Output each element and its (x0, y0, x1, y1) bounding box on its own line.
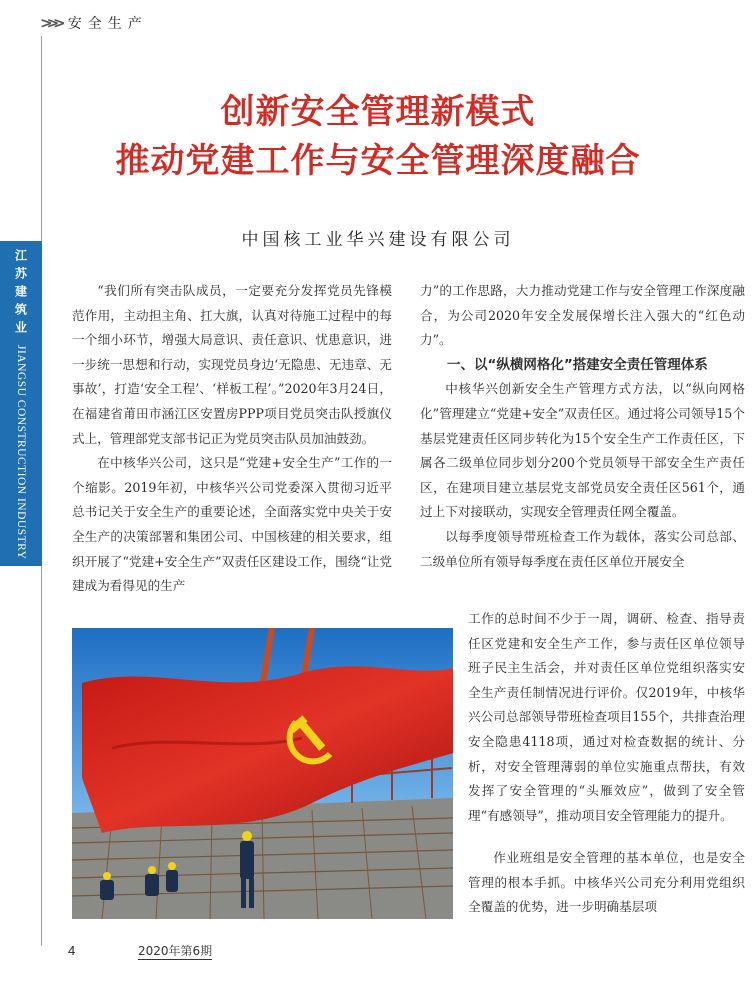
paragraph: “我们所有突击队成员，一定要充分发挥党员先锋模范作用，主动担主角、扛大旗，认真对待施工过程中的每一个细小环节，增强大局意识、责任意识、忧患意识，进一步统一思想和行动，实现党员身边‘无隐患、无违章、无事故’，打造‘安全工程’、‘样板工程’。”2020年3月24日，在福建省莆田市涵江区安置房PPP项目党员突击队授旗仪式上，管理部党支部书记正为党员突击队员加油鼓劲。 (72, 283, 392, 446)
left-column (72, 279, 392, 599)
margin-rule (41, 566, 42, 946)
paragraph: 力”的工作思路，大力推动党建工作与安全管理工作深度融合，为公司2020年安全发展保增长注入强大的“红色动力”。 (420, 283, 745, 348)
section-heading: 一、以“纵横网格化”搭建安全责任管理体系 (447, 356, 708, 373)
paragraph: 以每季度领导带班检查工作为载体，落实公司总部、二级单位所有领导每季度在责任区单位开展安全 (420, 528, 745, 569)
magazine-name-cn: 江苏建筑业 (13, 249, 28, 339)
article-photo (72, 628, 453, 919)
chevron-right-icon: >>> (40, 14, 60, 32)
paragraph: 中核华兴创新安全生产管理方式方法，以“纵向网格化”管理建立“党建+安全”双责任区。通过将公司领导15个基层党建责任区同步转化为15个安全生产工作责任区，下属各二级单位同步划分200个党员领导干部安全生产责任区，在建项目建立基层党支部党员安全责任区561个，通过上下对接联动，实现安全管理责任网全覆盖。 (420, 381, 745, 520)
section-label: 安全生产 (67, 16, 148, 32)
paragraph: 工作的总时间不少于一周，调研、检查、指导责任区党建和安全生产工作，参与责任区单位领导班子民主生活会，并对责任区单位党组织落实安全生产责任制情况进行评价。仅2019年，中核华兴公司总部领导带班检查项目155个，共排查治理安全隐患4118项，通过对检查数据的统计、分析，对安全管理薄弱的单位实施重点帮扶，有效发挥了安全管理的“头雁效应”，做到了安全管理“有感领导”，推动项目安全管理能力的提升。 (468, 611, 745, 823)
magazine-sidebar (0, 241, 42, 566)
wrapped-text-bottom (468, 846, 745, 920)
right-column (420, 279, 745, 574)
flag-construction-illustration (72, 628, 453, 919)
article-title-line1: 创新安全管理新模式 (220, 92, 536, 132)
article-title-line2: 推动党建工作与安全管理深度融合 (115, 141, 641, 181)
issue-label: 2020年第6期 (138, 944, 213, 958)
wrapped-text (468, 607, 745, 828)
article-author: 中国核工业华兴建设有限公司 (241, 230, 515, 250)
section-header (40, 10, 148, 36)
paragraph: 作业班组是安全管理的基本单位，也是安全管理的根本手抓。中核华兴公司充分利用党组织全覆盖的优势，进一步明确基层项 (468, 850, 745, 915)
page-number: 4 (68, 943, 76, 958)
paragraph: 在中核华兴公司，这只是“党建+安全生产”工作的一个缩影。2019年初，中核华兴公司党委深入贯彻习近平总书记关于安全生产的重要论述，全面落实党中央关于安全生产的决策部署和集团公司、中国核建的相关要求，组织开展了“党建+安全生产”双责任区建设工作，围绕“让党建成为看得见的生产 (72, 455, 392, 594)
magazine-name-en: JIANGSU CONSTRUCTION INDUSTRY (15, 345, 27, 560)
